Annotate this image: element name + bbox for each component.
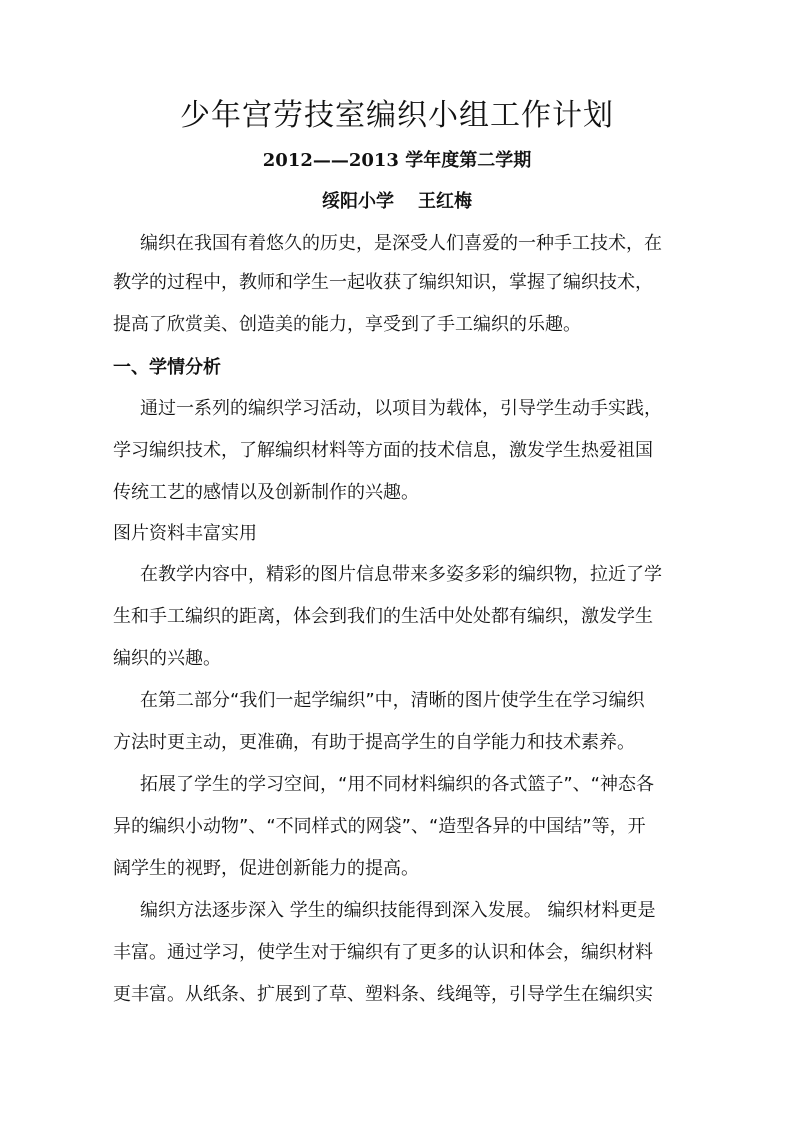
- paragraph-line: 传统工艺的感情以及创新制作的兴趣。: [113, 482, 419, 503]
- paragraph-line: 编织的兴趣。: [113, 648, 221, 669]
- paragraph-line: 拓展了学生的学习空间，“用不同材料编织的各式篮子”、“神态各: [140, 774, 654, 795]
- paragraph-line: 学习编织技术，了解编织材料等方面的技术信息，激发学生热爱祖国: [113, 440, 653, 461]
- paragraph-line: 在第二部分“我们一起学编织”中，清晰的图片使学生在学习编织: [140, 690, 645, 711]
- paragraph-line: 在教学内容中，精彩的图片信息带来多姿多彩的编织物，拉近了学: [140, 564, 662, 585]
- author-line: [0, 190, 794, 214]
- paragraph-line: 更丰富。从纸条、扩展到了草、塑料条、线绳等，引导学生在编织实: [113, 984, 653, 1005]
- paragraph-line: 生和手工编织的距离，体会到我们的生活中处处都有编织，激发学生: [113, 606, 653, 627]
- paragraph-line: 编织方法逐步深入 学生的编织技能得到深入发展。 编织材料更是: [140, 900, 656, 921]
- document-title: 少年宫劳技室编织小组工作计划: [180, 98, 614, 133]
- paragraph-line: 教学的过程中，教师和学生一起收获了编织知识，掌握了编织技术，: [113, 272, 653, 293]
- document-subtitle: 2012——2013 学年度第二学期: [262, 150, 532, 171]
- subsection-heading: 图片资料丰富实用: [113, 523, 257, 544]
- paragraph-line: 丰富。通过学习，使学生对于编织有了更多的认识和体会，编织材料: [113, 942, 653, 963]
- paragraph-line: 阔学生的视野，促进创新能力的提高。: [113, 858, 419, 879]
- paragraph-line: 编织在我国有着悠久的历史，是深受人们喜爱的一种手工技术，在: [140, 233, 662, 254]
- paragraph-line: 提高了欣赏美、创造美的能力，享受到了手工编织的乐趣。: [113, 314, 581, 335]
- paragraph-line: 异的编织小动物”、“不同样式的网袋”、“造型各异的中国结”等，开: [113, 816, 646, 837]
- paragraph-line: 方法时更主动，更准确，有助于提高学生的自学能力和技术素养。: [113, 732, 635, 753]
- school-name: 绥阳小学: [322, 191, 394, 212]
- section-heading: 一、学情分析: [113, 357, 221, 378]
- author-name: 王红梅: [418, 191, 472, 212]
- paragraph-line: 通过一系列的编织学习活动，以项目为载体，引导学生动手实践，: [140, 398, 662, 419]
